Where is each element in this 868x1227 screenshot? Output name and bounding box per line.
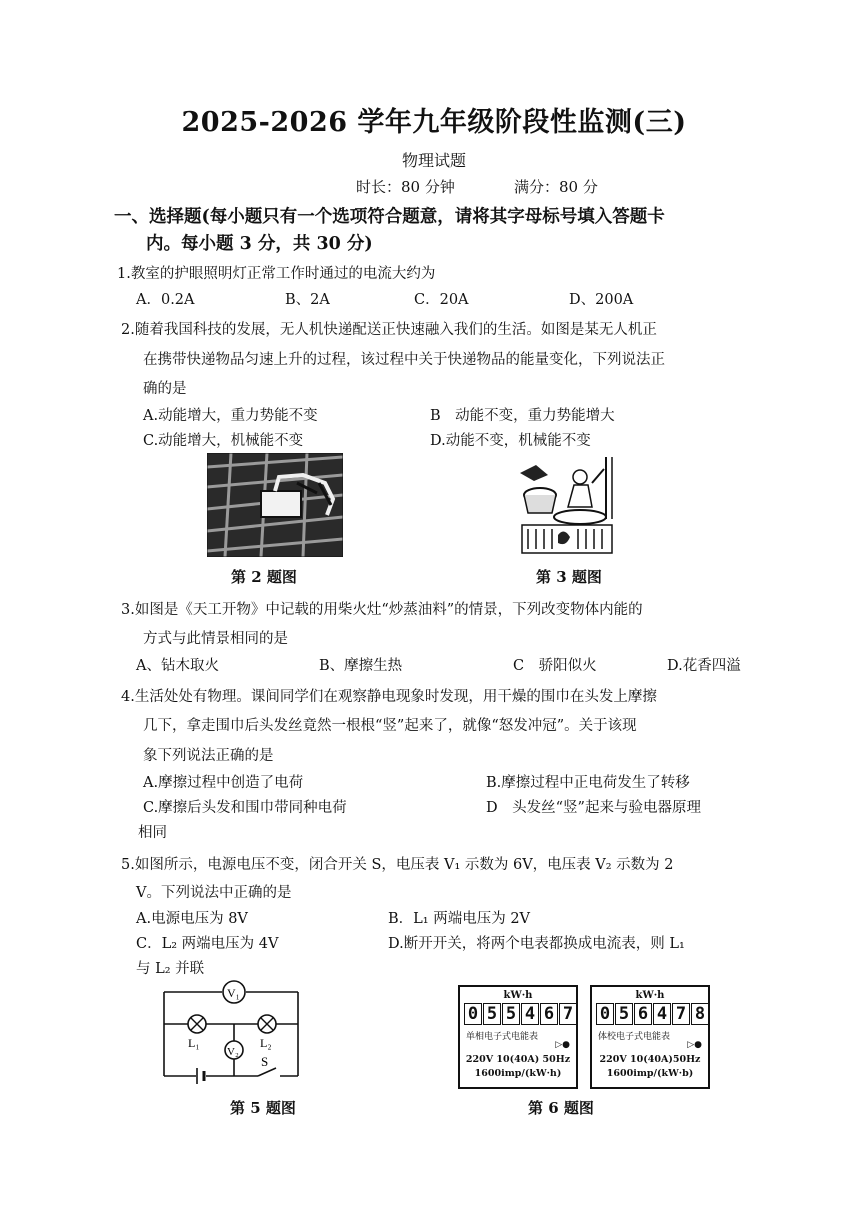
q3-option-a: A、钻木取火 [136, 658, 219, 674]
q4-stem-line2: 几下，拿走围巾后头发丝竟然一根根“竖”起来了，就像“怒发冲冠”。关于该现 [143, 718, 637, 734]
section-heading-line2: 内。每小题 3 分，共 30 分) [146, 234, 373, 254]
energy-meter-1 [458, 985, 578, 1089]
drone-delivery-figure [207, 453, 343, 557]
meter-2-spec2: 1600imp/(kW·b) [606, 1068, 694, 1079]
full-score-text: 满分：80 分 [514, 178, 598, 196]
q1-option-d: D、200A [569, 292, 634, 308]
q1-option-c: C．20A [414, 292, 469, 308]
meter-1-digit: 0 [464, 1003, 482, 1025]
q3-stem-line1: 3.如图是《天工开物》中记载的用柴火灶“炒蒸油料”的情景，下列改变物体内能的 [121, 602, 643, 618]
meter-1-indicator-icon: ▷● [555, 1040, 570, 1050]
meter-1-name: 单相电子式电能表 [466, 1032, 539, 1042]
l1-label: L₁ [188, 1036, 200, 1050]
meter-2-unit: kW·h [635, 990, 665, 1001]
q5-option-d-continued: 与 L₂ 并联 [136, 961, 205, 977]
q5-stem-line2: V。下列说法中正确的是 [136, 885, 292, 901]
meter-1-digits [464, 1003, 577, 1025]
subject-title: 物理试题 [401, 151, 466, 170]
q2-option-c: C.动能增大，机械能不变 [143, 433, 304, 449]
q5-option-b: B．L₁ 两端电压为 2V [388, 911, 531, 927]
switch-label: S [261, 1054, 269, 1069]
fig6-caption: 第 6 题图 [528, 1099, 594, 1117]
drone-delivery-illustration [207, 453, 343, 557]
q3-option-d: D.花香四溢 [667, 658, 741, 674]
meter-1-digit: 4 [521, 1003, 539, 1025]
meter-1-digit: 6 [540, 1003, 558, 1025]
q1-option-a: A．0.2A [136, 292, 195, 308]
v1-label: V₁ [227, 986, 240, 1000]
q3-stem-line2: 方式与此情景相同的是 [143, 631, 288, 647]
meter-2-digits [596, 1003, 709, 1025]
page-title: 2025-2026 学年九年级阶段性监测(三) [181, 107, 687, 138]
l2-label: L₂ [260, 1036, 272, 1050]
fig3-caption: 第 3 题图 [536, 568, 602, 586]
q2-stem-line2: 在携带快递物品匀速上升的过程，该过程中关于快递物品的能量变化，下列说法正 [143, 352, 665, 368]
meter-1-spec2: 1600imp/(kW·h) [474, 1068, 562, 1079]
q3-option-b: B、摩擦生热 [319, 658, 403, 674]
meter-2-digit: 7 [672, 1003, 690, 1025]
duration-text: 时长：80 分钟 [356, 178, 455, 196]
q4-option-b: B.摩擦过程中正电荷发生了转移 [486, 775, 690, 791]
q4-stem-line1: 4.生活处处有物理。课间同学们在观察静电现象时发现，用干燥的围巾在头发上摩擦 [121, 689, 657, 705]
q2-stem-line3: 确的是 [143, 381, 187, 397]
q4-option-a: A.摩擦过程中创造了电荷 [143, 775, 304, 791]
stir-fry-oil-figure [518, 455, 616, 557]
meter-1-digit-decimal: 7 [559, 1003, 577, 1025]
q1-stem: 1.教室的护眼照明灯正常工作时通过的电流大约为 [117, 266, 436, 282]
q4-option-c: C.摩擦后头发和围巾带同种电荷 [143, 800, 347, 816]
q5-option-c: C．L₂ 两端电压为 4V [136, 936, 279, 952]
q3-option-c: C 骄阳似火 [513, 658, 597, 674]
meter-2-digit: 0 [596, 1003, 614, 1025]
v2-label: V₂ [227, 1046, 239, 1058]
meter-1-digit: 5 [502, 1003, 520, 1025]
fig2-caption: 第 2 题图 [231, 568, 297, 586]
q2-stem-line1: 2.随着我国科技的发展，无人机快递配送正快速融入我们的生活。如图是某无人机正 [121, 322, 657, 338]
q2-option-b: B 动能不变，重力势能增大 [430, 408, 615, 424]
q4-option-d-continued: 相同 [138, 825, 167, 841]
meter-2-name: 体校电子式电能表 [598, 1032, 671, 1042]
meter-2-spec1: 220V 10(40A)50Hz [599, 1054, 701, 1065]
q5-option-d: D.断开开关，将两个电表都换成电流表，则 L₁ [388, 936, 685, 952]
stir-fry-woodcut-illustration [518, 455, 616, 557]
q4-option-d: D 头发丝“竖”起来与验电器原理 [486, 800, 701, 816]
meter-2-digit-decimal: 8 [691, 1003, 709, 1025]
section-heading-line1: 一、选择题(每小题只有一个选项符合题意，请将其字母标号填入答题卡 [114, 207, 665, 227]
q5-option-a: A.电源电压为 8V [136, 911, 248, 927]
meter-1-unit: kW·h [503, 990, 533, 1001]
meter-1-spec1: 220V 10(40A) 50Hz [465, 1054, 571, 1065]
meter-2-digit: 6 [634, 1003, 652, 1025]
q2-option-d: D.动能不变，机械能不变 [430, 433, 591, 449]
meter-2-digit: 4 [653, 1003, 671, 1025]
q4-stem-line3: 象下列说法正确的是 [143, 748, 274, 764]
fig5-caption: 第 5 题图 [230, 1099, 296, 1117]
circuit-diagram [158, 980, 308, 1086]
meter-2-digit: 5 [615, 1003, 633, 1025]
q2-option-a: A.动能增大，重力势能不变 [143, 408, 318, 424]
energy-meter-2 [590, 985, 710, 1089]
meter-2-indicator-icon: ▷● [687, 1040, 702, 1050]
meter-1-digit: 5 [483, 1003, 501, 1025]
q5-stem-line1: 5.如图所示，电源电压不变，闭合开关 S，电压表 V₁ 示数为 6V，电压表 V₂ 示数为 2 [121, 857, 674, 873]
q1-option-b: B、2A [285, 292, 330, 308]
